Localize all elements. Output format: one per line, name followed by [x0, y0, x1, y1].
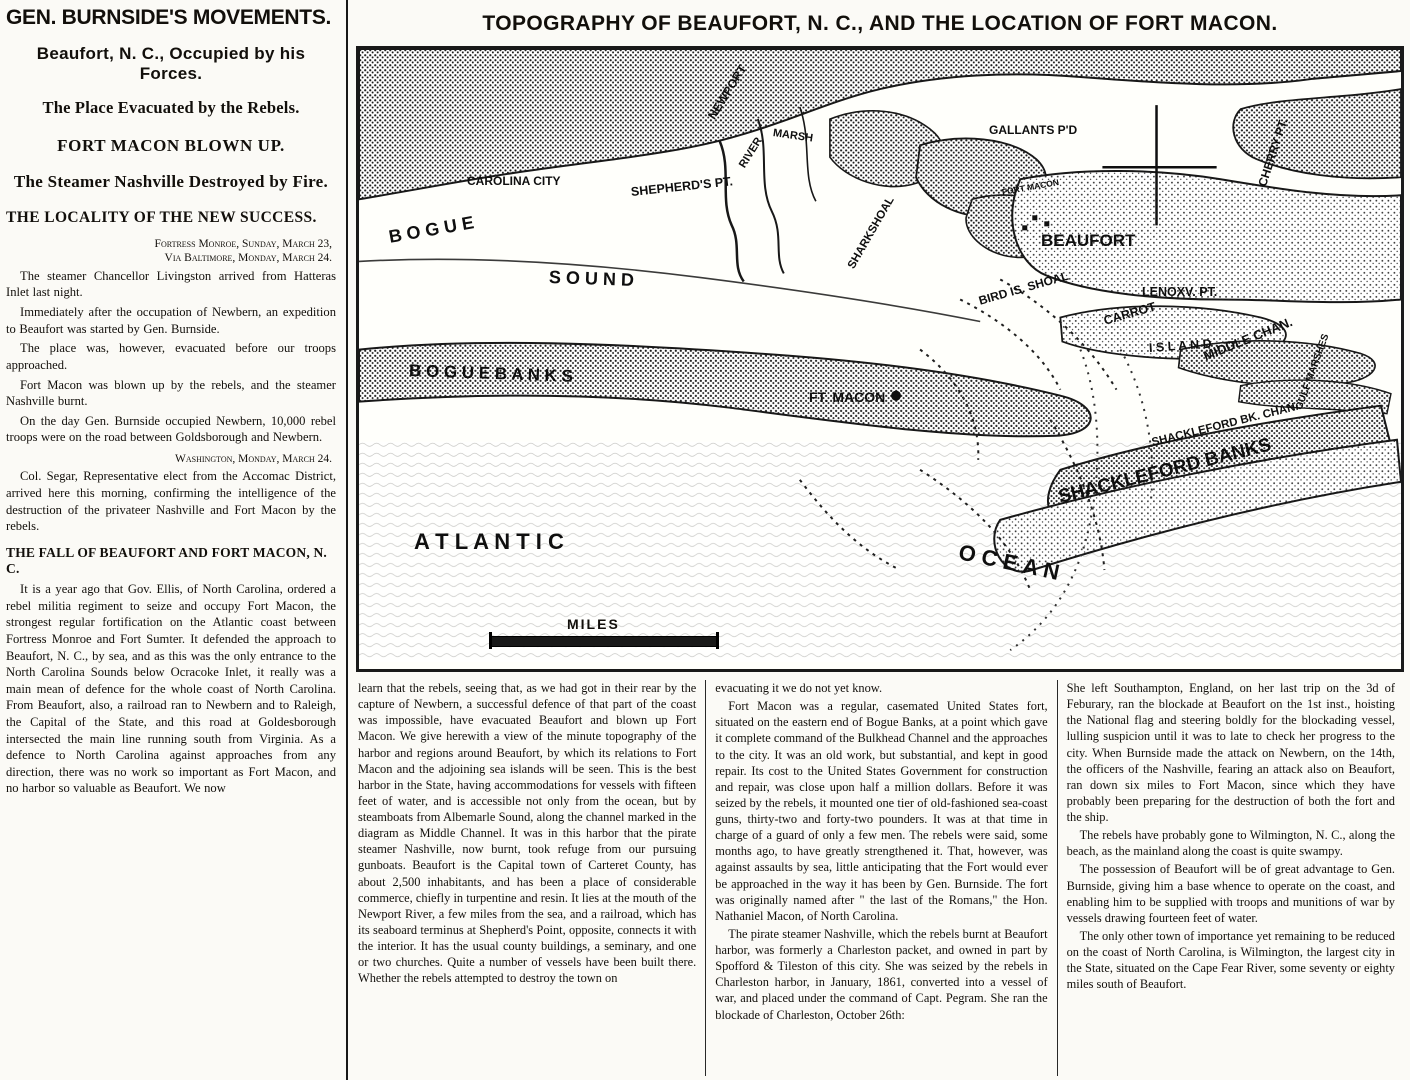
- headline-deck-4: The Steamer Nashville Destroyed by Fire.: [13, 171, 329, 191]
- headline-deck-5: THE LOCALITY OF THE NEW SUCCESS.: [6, 209, 317, 227]
- map-scale-label: MILES: [567, 616, 620, 632]
- headline-deck-1: Beaufort, N. C., Occupied by his Forces.: [36, 44, 306, 83]
- c3-paragraph-2: The rebels have probably gone to Wilmington, N. C., along the beach, as the mainland along the coast is quite swampy.: [1066, 828, 1395, 859]
- map-label-layer: [359, 49, 1401, 669]
- topography-map: [356, 46, 1404, 672]
- map-label: RIVER: [736, 135, 765, 171]
- map-label: O C E A N: [956, 539, 1062, 585]
- text-column-2: [706, 680, 1057, 1076]
- c2-paragraph-2: Fort Macon was a regular, casemated United States fort, situated on the eastern end of Bogue Banks, at a point which gave it complete command of the Bulkhead Channel and the approaches to the city. It was an old work, but substantial, and kept in good repair. Its cost to the United States Government for construction and repair, was close upon half a million dollars. Before it was seized by the rebels, it mounted one tier of old-fashioned sea-coast guns, thirty-two and forty-two pounders. It was at that time in charge of a guard of only a few men. The rebels were said, some months ago, to have greatly strengthened it. That, however, was against assaults by sea, little anticipating that the Fort would ever be approached in the way it has been by Gen. Burnside. The fort was originally named after " the last of the Romans," the Hon. Nathaniel Macon, of North Carolina.: [715, 699, 1048, 923]
- map-label: GULF MARSHES: [1293, 332, 1332, 412]
- right-section: [348, 0, 1410, 1080]
- left-paragraph-2: Immediately after the occupation of Newbern, an expedition to Beaufort was started by Gen. Burnside.: [6, 305, 336, 336]
- map-label: NEWPORT: [705, 62, 750, 122]
- text-column-3: [1058, 680, 1404, 1076]
- map-label: SHARKSHOAL: [845, 194, 897, 271]
- dateline-washington: Washington, Monday, March 24.: [175, 452, 332, 465]
- section-subhead: THE FALL OF BEAUFORT AND FORT MACON, N. C.: [6, 544, 328, 576]
- c1-paragraph-1: learn that the rebels, seeing that, as we had got in their rear by the capture of Newbern, a successful defence of that part of the coast was impossible, have evacuated Beaufort and blown up Fort Macon. We give herewith a view of the minute topography of the harbor and regions around Beaufort, by which its relations to Fort Macon and the adjoining sea islands will be seen. This is the best harbor in the State, having accommodations for vessels with fifteen feet of water, and is accessible not only from the ocean, but by steamboats from Albemarle Sound, along the channel marked in the diagram as Middle Channel. It was in this harbor that the pirate steamer Nashville, now burnt, took refuge from our pursuing gunboats. Beaufort is the Capital town of Carteret County, has about 2,500 inhabitants, and has been a place of considerable commerce, chiefly in turpentine and resin. It lies at the mouth of the Newport River, a few miles from the sea, and a railroad, which has its seaboard terminus at Shepherd's Point, opposite, connects it with the interior. It has the usual county buildings, a seminary, and one or two churches. Quite a number of vessels have been built there. Whether the rebels attempted to destroy the town on: [358, 681, 697, 986]
- map-label: MIDDLE CHAN.: [1201, 314, 1295, 364]
- dateline-fortress-monroe: [6, 237, 336, 266]
- c2-paragraph-3: The pirate steamer Nashville, which the rebels burnt at Beaufort harbor, was formerly a Charleston packet, and owned in part by Spofford & Tileston of this city. She was seized by the rebels in Charleston harbor, in January, 1861, converted into a vessel of war, and placed under the command of Capt. Pegram. She ran the blockade of Charleston, October 26th:: [715, 926, 1048, 1022]
- left-column: [0, 0, 348, 1080]
- map-label: I S L A N D: [1148, 336, 1213, 355]
- left-paragraph-6: Col. Segar, Representative elect from the Accomac District, arrived here this morning, confirming the intelligence of the destruction of the privateer Nashville and Fort Macon by the rebels.: [6, 469, 336, 534]
- map-label: BEAUFORT: [1041, 231, 1136, 250]
- left-paragraph-3: The place was, however, evacuated before our troops approached.: [6, 341, 336, 372]
- main-headline: GEN. BURNSIDE'S MOVEMENTS.: [6, 6, 332, 29]
- left-paragraph-1: The steamer Chancellor Livingston arrived from Hatteras Inlet last night.: [6, 268, 336, 300]
- map-label: B O G U E B A N K S: [408, 361, 574, 386]
- map-label: LENOXV. PT.: [1142, 285, 1218, 299]
- text-column-1: [356, 680, 706, 1076]
- map-label: GALLANTS P'D: [989, 123, 1078, 137]
- headline-deck-2: The Place Evacuated by the Rebels.: [42, 98, 300, 118]
- c2-paragraph-1: evacuating it we do not yet know.: [715, 681, 883, 695]
- left-paragraph-4: Fort Macon was blown up by the rebels, and the steamer Nashville burnt.: [6, 377, 336, 409]
- map-label: BIRD IS. SHOAL: [977, 268, 1071, 308]
- map-label: A T L A N T I C: [414, 529, 564, 554]
- map-label: CAROLINA CITY: [467, 174, 561, 188]
- map-label: CARROT: [1102, 299, 1158, 328]
- map-label: B O G U E: [387, 212, 476, 247]
- map-label: MARSH: [772, 127, 814, 145]
- map-title: TOPOGRAPHY OF BEAUFORT, N. C., AND THE LOCATION OF FORT MACON.: [482, 12, 1278, 35]
- dateline-line-2: Via Baltimore, Monday, March 24.: [164, 252, 332, 265]
- map-label: SHACKLEFORD BK. CHAN.: [1150, 400, 1300, 449]
- headline-deck-3: FORT MACON BLOWN UP.: [57, 136, 285, 156]
- map-scale-bar: [489, 616, 719, 647]
- c3-paragraph-1: She left Southampton, England, on her last trip on the 3d of Feburary, ran the blockade at Beaufort on the 1st inst., hoisting the National flag and steering boldly for the blockading vessel, lulling suspicion until it was to late to check her progress to the city. When Burnside made the attack on Newbern, on the 14th, the officers of the Nashville, fearing an attack also on Beaufort, ran down six miles to Fort Macon, since which they have probably been preparing for the destruction of both the fort and the ship.: [1066, 681, 1395, 824]
- map-label: CHERRY PT.: [1255, 116, 1291, 189]
- map-label: SHACKLEFORD BANKS: [1056, 434, 1274, 508]
- map-label: SHEPHERD'S PT.: [630, 174, 734, 199]
- bottom-text-columns: [356, 680, 1404, 1076]
- map-label: FORT MACON: [1001, 177, 1060, 197]
- dateline-line-1: Fortress Monroe, Sunday, March 23,: [154, 238, 332, 251]
- map-label: S O U N D: [548, 267, 635, 290]
- left-paragraph-7: It is a year ago that Gov. Ellis, of North Carolina, ordered a rebel militia regiment to seize and occupy Fort Macon, the strongest regular fortification on the Atlantic coast between Fortress Monroe and Fort Sumter. It defended the approach to Beaufort, N. C., by sea, and as this was the only entrance to the North Carolina Sounds below Ocracoke Inlet, it really was a main mean of defence for the whole coast of North Carolina. From Beaufort, also, a railroad ran to Newbern and to Raleigh, the Capital of the State, and this road at Goldesborough intersected the main line running south from Virginia. As a defence to North Carolina against approaches from any direction, there was no work so important as Fort Macon, and no harbor so valuable as Beaufort. We now: [6, 582, 336, 796]
- left-paragraph-5: On the day Gen. Burnside occupied Newbern, 10,000 rebel troops were on the road between Goldsborough and Newbern.: [6, 413, 336, 445]
- c3-paragraph-3: The possession of Beaufort will be of great advantage to Gen. Burnside, giving him a base whence to operate on the coast, and enabling him to be supplied with troops and munitions of war by vessels drawing fourteen feet of water.: [1066, 862, 1395, 925]
- map-label: FT. MACON: [809, 389, 886, 405]
- c3-paragraph-4: The only other town of importance yet remaining to be reduced on the coast of North Carolina, is Wilmington, the largest city in the State, situated on the Cape Fear River, some seventy or eighty miles south of Beaufort.: [1066, 928, 1395, 992]
